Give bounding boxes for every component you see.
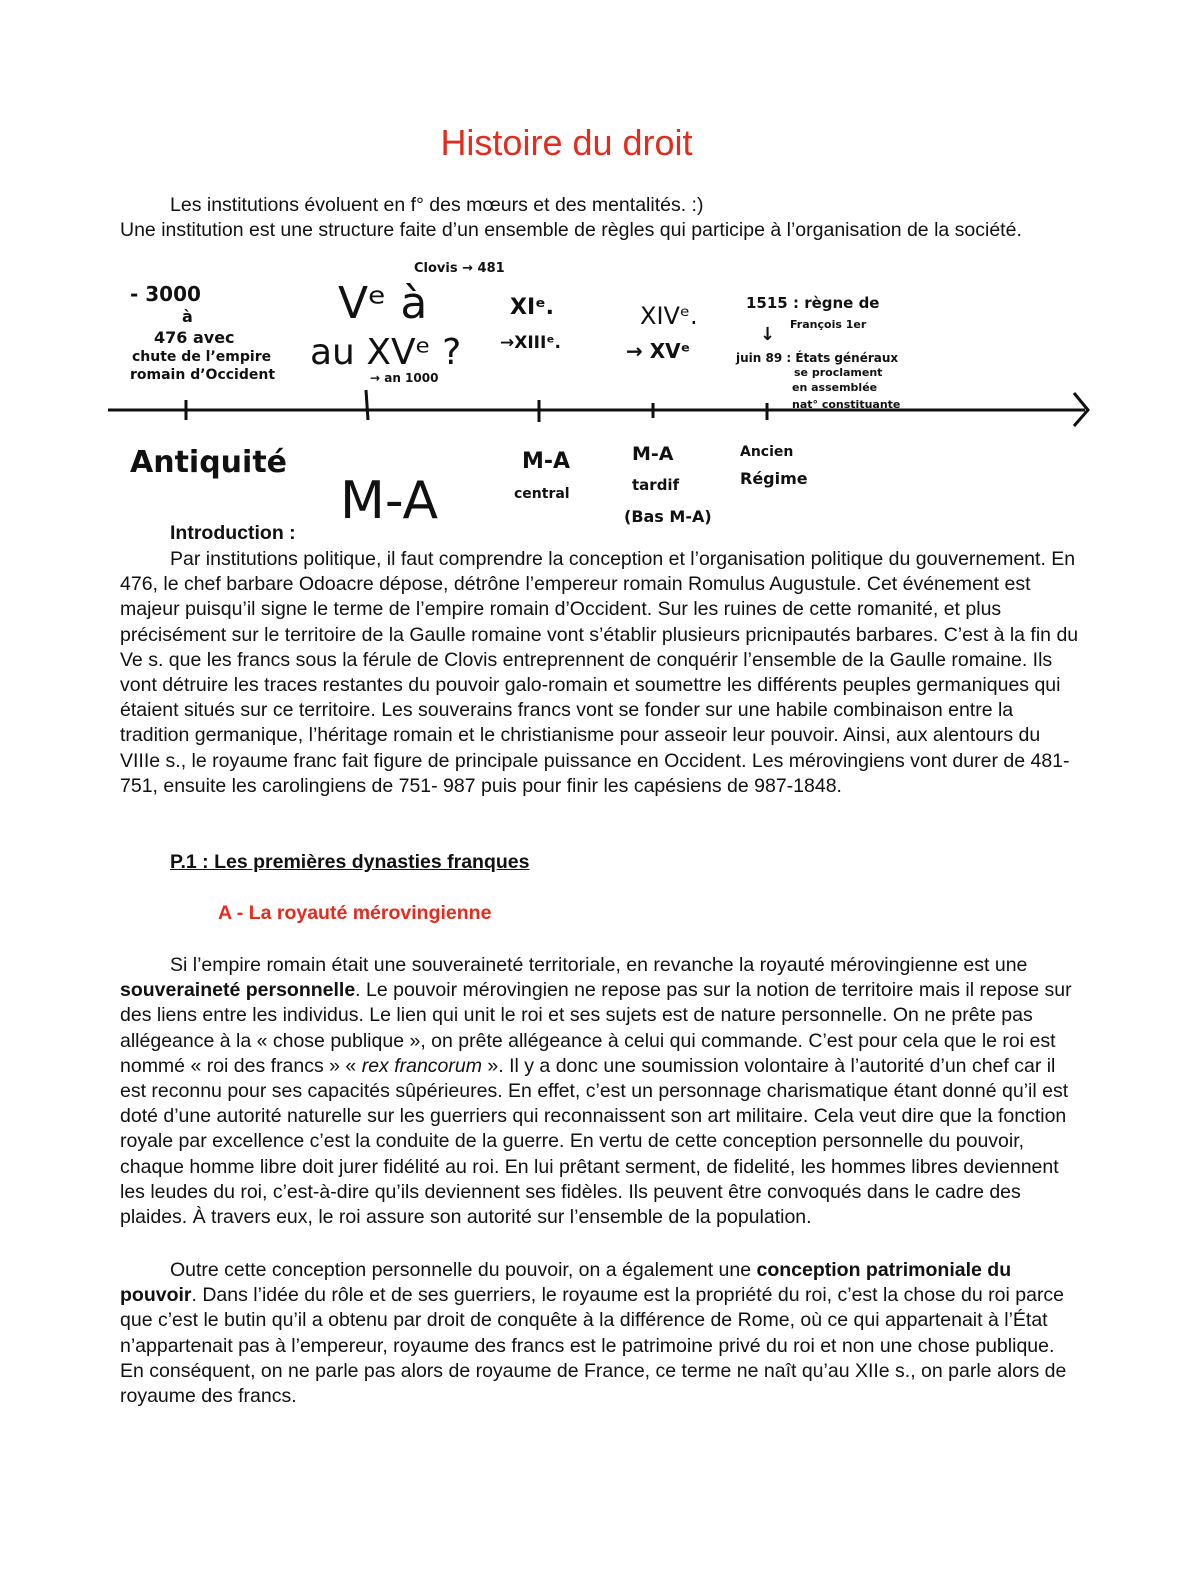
tl-top-4-line-3: juin 89 : États généraux — [736, 351, 899, 365]
paragraph-1 — [120, 953, 1080, 1230]
intro-line-1: Les institutions évoluent en f° des mœurs et des mentalités. :) — [170, 194, 704, 216]
paragraph-2 — [120, 1258, 1080, 1409]
handwritten-timeline — [100, 248, 1120, 538]
tl-bottom-0-line-0: Antiquité — [130, 445, 288, 480]
part1-subheading: A - La royauté mérovingienne — [218, 902, 492, 924]
tl-top-2-line-0: XIᵉ. — [510, 295, 555, 320]
tl-top-1-note: Clovis → 481 — [414, 261, 505, 276]
tl-top-1-line-2: → an 1000 — [370, 371, 439, 385]
p1-bold: souveraineté personnelle — [120, 979, 356, 1002]
p2-text-c: . Dans l’idée du rôle et de ses guerriers, le royaume est la propriété du roi, c’est la chose du roi parce que c’est le butin qu’il a obtenu par droit de conquête à la différence de Rome, où ce qui appartenait à l’État n’appartenait pas à l’empereur, royaume des francs est le patrimoine privé du roi et non une chose publique. En conséquent, on ne parle pas alors de royaume de France, ce terme ne naît qu’au XIIe s., on parle alors de royaume des francs. — [120, 1284, 1067, 1408]
p2-text-a: Outre cette conception personnelle du pouvoir, on a également une — [170, 1259, 757, 1281]
tl-bottom-3-line-2: (Bas M-A) — [624, 507, 712, 526]
tl-top-0-line-3: chute de l’empire — [132, 349, 272, 365]
part1-heading: P.1 : Les premières dynasties franques — [170, 851, 530, 873]
p1-text-e: ». Il y a donc une soumission volontaire à l’autorité d’un chef car il est reconnu pour ses capacités sûpérieures. En effet, c’est un personnage charismatique étant donné qu’il est doté d’une autorité naturelle sur les guerriers qui reconnaissent son art militaire. Cela veut dire que la fonction royale par excellence c’est la conduite de la guerre. En vertu de cette conception personnelle du pouvoir, chaque homme libre doit jurer fidélité au roi. En lui prêtant serment, de fidelité, les hommes libres deviennent les leudes du roi, c’est-à-dire qu’ils deviennent ses fidèles. Ils peuvent être convoqués dans le cadre des plaides. À travers eux, le roi assure son autorité sur l’ensemble de la population. — [120, 1054, 1069, 1229]
tl-top-4-line-2: ↓ — [760, 324, 776, 345]
tl-bottom-4-line-0: Ancien — [740, 444, 794, 460]
introduction-text: Par institutions politique, il faut comprendre la conception et l’organisation politique du gouvernement. En 476, le chef barbare Odoacre dépose, détrône l’empereur romain Romulus Augustule. Cet événement est majeur puisqu’il signe le terme de l’empire romain d’Occident. Sur les ruines de cette romanité, et plus précisément sur le territoire de la Gaulle romaine vont s’établir plusieurs pricnipautés barbares. C’est à la fin du Ve s. que les francs sous la férule de Clovis entreprennent de conquérir l’ensemble de la Gaulle romaine. Ils vont détruire les traces restantes du pouvoir galo-romain et soumettre les différents peuples germaniques qui étaient situés sur ce territoire. Les souverains francs vont se fonder sur une habile combinaison entre la tradition germanique, l’héritage romain et le christianisme pour asseoir leur pouvoir. Ainsi, aux alentours du VIIIe s., le royaume franc fait figure de principale puissance en Occident. Les mérovingiens vont durer de 481-751, ensuite les carolingiens de 751- 987 puis pour finir les capésiens de 987-1848. — [120, 548, 1079, 797]
tl-top-4-line-4: se proclament — [794, 366, 883, 379]
intro-line-2: Une institution est une structure faite d’un ensemble de règles qui participe à l’organisation de la société. — [120, 219, 1022, 241]
tl-top-4-line-6: nat° constituante — [792, 398, 901, 411]
tl-bottom-4-line-1: Régime — [740, 469, 808, 488]
tl-top-0-line-4: romain d’Occident — [130, 367, 276, 383]
tl-bottom-3-line-0: M-A — [632, 443, 674, 465]
page-title: Histoire du droit — [440, 122, 693, 163]
tl-top-0-line-0: - 3000 — [130, 282, 201, 306]
p1-text-c: . Le pouvoir mérovingien ne repose pas sur la notion de territoire mais il repose sur des liens entre les individus. Le lien qui unit le roi et ses sujets est de nature personnelle. On ne prête pas allégeance à la « chose publique », on prête allégeance à celui qui commande. C’est pour cela que le roi est nommé « roi des francs » « — [120, 979, 1072, 1077]
tl-top-1-line-1: au XVᵉ ? — [310, 332, 462, 373]
tl-top-4-line-5: en assemblée — [792, 381, 878, 394]
tl-top-1-line-0: Vᵉ à — [338, 278, 428, 329]
p1-italic: rex francorum — [361, 1054, 482, 1077]
tl-top-2-line-1: →XIIIᵉ. — [500, 333, 561, 353]
tl-top-4-line-1: François 1er — [790, 318, 867, 331]
tl-bottom-2-line-1: central — [514, 486, 570, 502]
tl-bottom-2-line-0: M-A — [522, 449, 571, 474]
tl-top-0-line-1: à — [182, 307, 193, 326]
p1-text-a: Si l’empire romain était une souveraineté territoriale, en revanche la royauté mérovingienne est une — [170, 954, 1028, 976]
tl-bottom-1-line-0: M-A — [340, 471, 439, 531]
tl-top-3-line-0: XIVᵉ. — [640, 302, 698, 330]
tl-top-4-line-0: 1515 : règne de — [746, 294, 880, 312]
tl-top-3-line-1: → XVᵉ — [626, 339, 691, 363]
p2-bold: conception patrimoniale du pouvoir — [120, 1259, 1012, 1307]
timeline-tick — [366, 390, 368, 420]
tl-top-0-line-2: 476 avec — [154, 328, 235, 347]
introduction-heading: Introduction : — [170, 522, 296, 544]
tl-bottom-3-line-1: tardif — [632, 476, 680, 494]
